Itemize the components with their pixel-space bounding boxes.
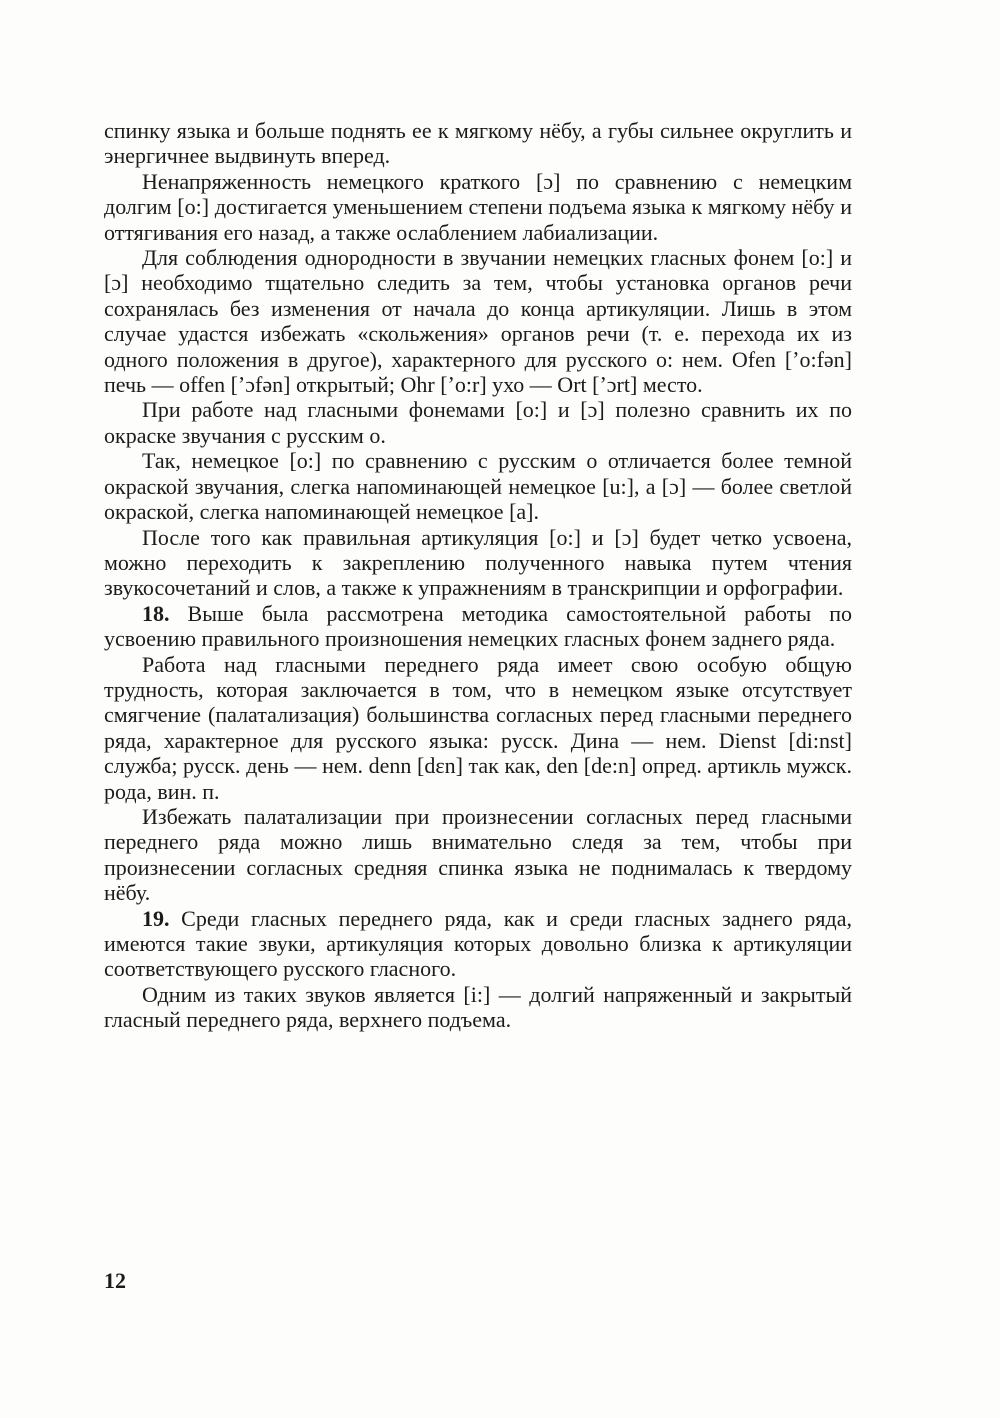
paragraph bbox=[104, 448, 852, 524]
paragraph bbox=[104, 397, 852, 448]
paragraph-text: После того как правильная артикуляция [o:] и [ɔ] будет четко усвоена, можно переходить к закреплению полученного навыка путем чтения звукосочетаний и слов, а также к упражнениям в транскрипции и орфографии. bbox=[104, 524, 852, 601]
paragraph-text: Ненапряженность немецкого краткого [ɔ] по сравнению с немецким долгим [o:] достигается уменьшением степени подъема языка к мягкому нёбу и оттягивания его назад, а также ослаблением лабиализации. bbox=[104, 168, 852, 245]
paragraph-text: Работа над гласными переднего ряда имеет свою особую общую трудность, которая заключается в том, что в немецком языке отсутствует смягчение (палатализация) большинства согласных перед гласными переднего ряда, характерное для русского языка: русск. Дина — нем. Dienst [di:nst] служба; русск. день — нем. denn [dɛn] так как, den [de:n] опред. артикль мужск. рода, вин. п. bbox=[104, 651, 852, 804]
paragraph bbox=[104, 245, 852, 397]
paragraph bbox=[104, 601, 852, 652]
text-body bbox=[104, 118, 852, 1033]
paragraph-text: При работе над гласными фонемами [o:] и [ɔ] полезно сравнить их по окраске звучания с русским о. bbox=[104, 397, 852, 448]
section-number: 19. bbox=[142, 905, 170, 931]
paragraph bbox=[104, 525, 852, 601]
paragraph-text: Среди гласных переднего ряда, как и среди гласных заднего ряда, имеются такие звуки, артикуляция которых довольно близка к артикуляции соответствующего русского гласного. bbox=[104, 905, 852, 982]
paragraph bbox=[104, 804, 852, 906]
section-number: 18. bbox=[142, 600, 170, 626]
paragraph bbox=[104, 982, 852, 1033]
paragraph bbox=[104, 169, 852, 245]
paragraph-text: Выше была рассмотрена методика самостоятельной работы по усвоению правильного произношения немецких гласных фонем заднего ряда. bbox=[104, 600, 852, 652]
paragraph bbox=[104, 652, 852, 804]
paragraph bbox=[104, 118, 852, 169]
paragraph-text: Так, немецкое [o:] по сравнению с русским о отличается более темной окраской звучания, слегка напоминающей немецкое [u:], а [ɔ] — более светлой окраской, слегка напоминающей немецкое [a]. bbox=[104, 448, 852, 525]
paragraph-text: спинку языка и больше поднять ее к мягкому нёбу, а губы сильнее округлить и энергичнее выдвинуть вперед. bbox=[104, 118, 852, 169]
page-number: 12 bbox=[104, 1268, 126, 1293]
paragraph-text: Избежать палатализации при произнесении согласных перед гласными переднего ряда можно лишь внимательно следя за тем, чтобы при произнесении согласных средняя спинка языка не поднималась к твердому нёбу. bbox=[104, 803, 852, 906]
paragraph-text: Одним из таких звуков является [i:] — долгий напряженный и закрытый гласный переднего ряда, верхнего подъема. bbox=[104, 981, 852, 1033]
paragraph-text: Для соблюдения однородности в звучании немецких гласных фонем [o:] и [ɔ] необходимо тщательно следить за тем, чтобы установка органов речи сохранялась без изменения от начала до конца артикуляции. Лишь в этом случае удастся избежать «скольжения» органов речи (т. е. перехода их из одного положения в другое), характерного для русского о: нем. Ofen [ʼo:fən] печь — offen [ʼɔfən] открытый; Ohr [ʼo:r] ухо — Ort [ʼɔrt] место. bbox=[104, 245, 852, 398]
paragraph bbox=[104, 906, 852, 982]
